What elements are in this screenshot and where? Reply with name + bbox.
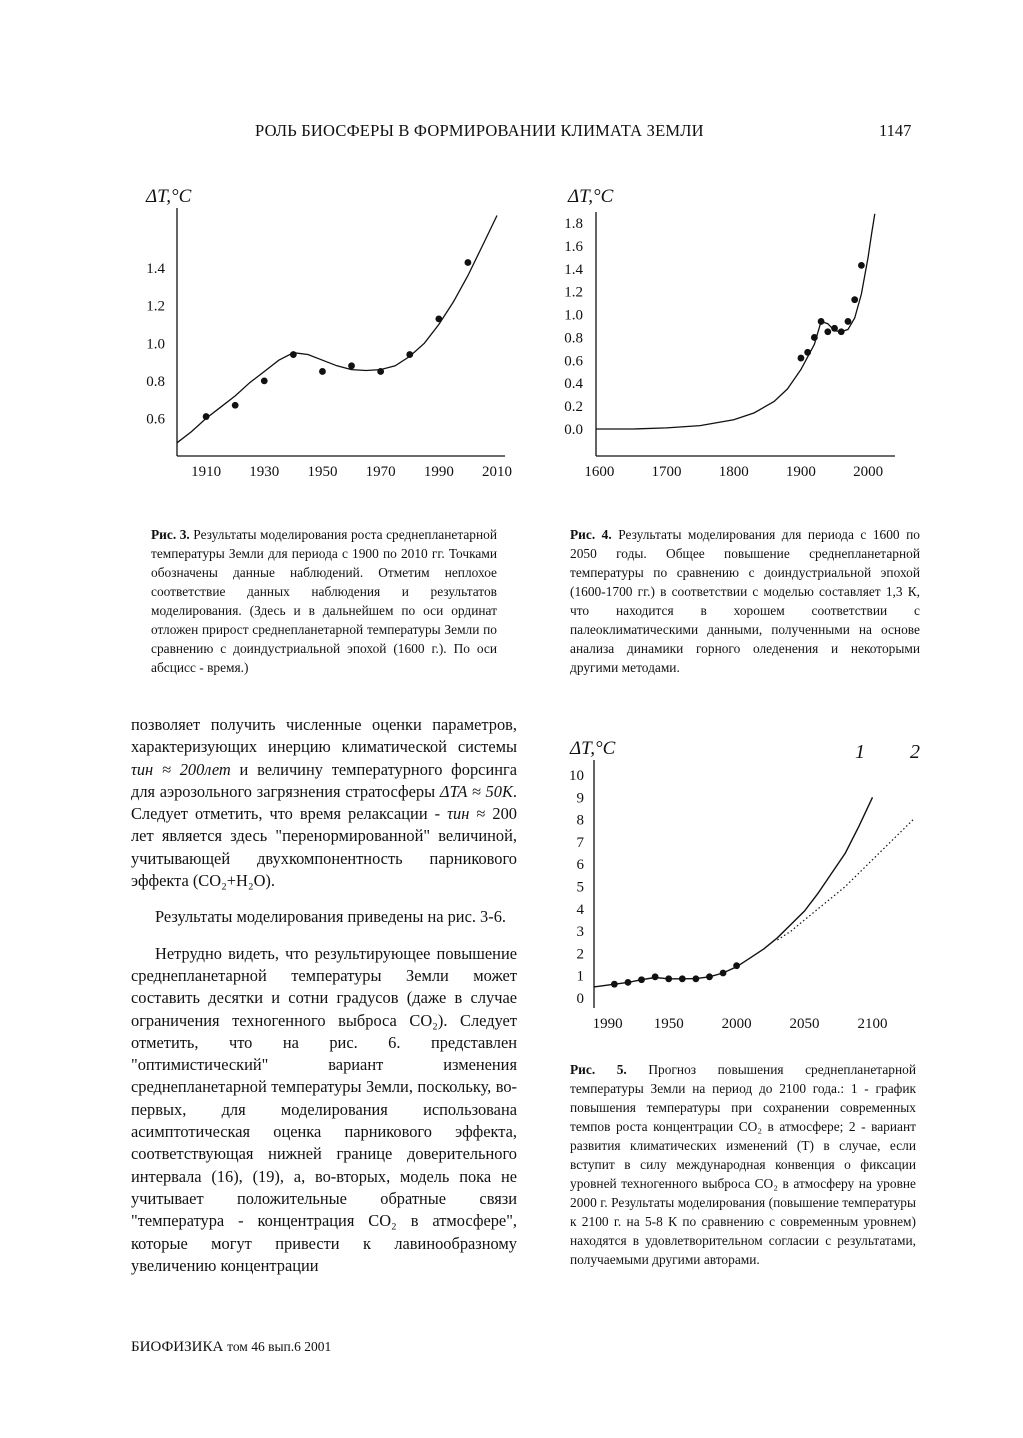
body-paragraph-3: Нетрудно видеть, что результирующее повышение среднепланетарной температуры Земли может составить десятки и сотни градусов (даже в случае ограничения техногенного выброса CO₂). Следует отметить, что на рис. 6. представлен "оптимистический" вариант изменения среднепланетарной температуры Земли, поскольку, во-первых, для моделирования использована асимптотическая оценка парникового эффекта, соответствующая нижней границе доверительного интервала (16), (19), а, во-вторых, модель пока не учитывает положительные обратные связи "температура - концентрация CO₂ в атмосфере", которые могут привести к лавинообразному увеличению концентрации xyxy=(131,943,517,1275)
fig5-x-tick-label: 2100 xyxy=(857,1016,888,1032)
body-text-column xyxy=(131,714,517,1277)
fig5-y-tick-label: 4 xyxy=(576,901,584,918)
fig4-x-tick-label: 2000 xyxy=(853,464,884,480)
fig5-data-point xyxy=(706,973,713,980)
fig5-series-2-label: 2 xyxy=(910,741,920,763)
fig3-data-point xyxy=(203,413,210,420)
fig3-caption-label: Рис. 3. xyxy=(151,527,190,542)
fig5-x-tick-label: 2000 xyxy=(721,1016,752,1032)
fig3-data-point xyxy=(377,368,384,375)
fig5-y-tick-label: 0 xyxy=(576,991,584,1007)
figure-4-chart xyxy=(550,178,930,498)
fig5-x-tick-label: 2050 xyxy=(789,1016,820,1032)
fig4-data-point xyxy=(858,262,865,269)
fig4-ylabel: ΔT,°C xyxy=(568,186,614,207)
fig5-data-point xyxy=(625,979,632,986)
fig3-x-tick-label: 1910 xyxy=(191,464,222,480)
fig5-y-tick-label: 1 xyxy=(576,968,584,985)
page-number: 1147 xyxy=(879,121,912,140)
fig4-y-tick-label: 0.8 xyxy=(564,330,583,347)
fig4-x-tick-label: 1800 xyxy=(718,464,749,480)
fig4-data-point xyxy=(824,328,831,335)
fig3-data-point xyxy=(261,377,268,384)
fig3-x-tick-label: 1990 xyxy=(423,464,454,480)
figure-3-chart xyxy=(110,178,530,498)
fig3-data-point xyxy=(290,351,297,358)
body-paragraph-1: позволяет получить численные оценки параметров, характеризующих инерцию климатической системы τин ≈ 200лет и величину температурного форсинга для аэрозольного загрязнения стратосферы ΔTA ≈ 50K. Следует отметить, что время релаксации - τин ≈ 200 лет является здесь "перенормированной" величиной, учитывающей двухкомпонентность парникового эффекта (CO₂+H₂O). xyxy=(131,715,518,891)
fig4-y-tick-label: 0.2 xyxy=(564,399,583,416)
fig3-y-tick-label: 1.2 xyxy=(146,298,165,315)
figure-4-caption xyxy=(570,525,920,677)
fig5-data-point xyxy=(692,975,699,982)
fig4-data-point xyxy=(831,325,838,332)
fig3-data-point xyxy=(319,368,326,375)
fig4-y-tick-label: 1.2 xyxy=(564,284,583,301)
fig3-model-curve xyxy=(177,216,497,443)
fig5-y-tick-label: 10 xyxy=(569,768,584,784)
fig5-y-tick-label: 7 xyxy=(576,834,584,851)
fig4-data-point xyxy=(845,318,852,325)
figure-5-caption xyxy=(570,1060,916,1269)
fig3-x-tick-label: 1950 xyxy=(307,464,338,480)
figure-5-chart xyxy=(550,730,950,1040)
fig5-y-tick-label: 8 xyxy=(576,812,584,829)
fig4-y-tick-label: 1.4 xyxy=(564,261,583,278)
fig4-caption-label: Рис. 4. xyxy=(570,527,612,542)
fig3-data-point xyxy=(348,362,355,369)
fig4-x-tick-label: 1900 xyxy=(785,464,816,480)
fig3-data-point xyxy=(232,402,239,409)
fig5-y-tick-label: 6 xyxy=(576,857,584,874)
fig5-data-point xyxy=(611,981,618,988)
fig4-y-tick-label: 1.8 xyxy=(564,216,583,232)
fig4-data-point xyxy=(818,318,825,325)
fig5-caption-text: Прогноз повышения среднепланетарной температуры Земли на период до 2100 года.: 1 - график повышения температуры при сохранении современных темпов роста концентрации CO₂ в атмосфере; 2 - вариант развития климатических изменений (T) в случае, если вступит в силу международная конвенция о фиксации уровней техногенного выброса CO₂ в атмосферу на уровне 2000 г. Результаты моделирования (повышение температуры к 2100 г. на 5-8 К по сравнению с современным уровнем) находятся в удовлетворительном согласии с результатами, получаемыми другими авторами. xyxy=(570,1062,916,1267)
fig5-x-tick-label: 1950 xyxy=(653,1016,684,1032)
fig3-x-tick-label: 1970 xyxy=(365,464,396,480)
journal-footer xyxy=(131,1339,331,1356)
fig4-data-point xyxy=(838,328,845,335)
body-paragraph-2: Результаты моделирования приведены на рис. 3-6. xyxy=(155,907,506,927)
fig5-data-point xyxy=(652,973,659,980)
fig5-data-point xyxy=(679,975,686,982)
fig4-data-point xyxy=(804,349,811,356)
figure-3-caption xyxy=(151,525,497,677)
fig4-y-tick-label: 0.6 xyxy=(564,353,583,370)
fig4-model-curve xyxy=(596,214,875,429)
fig3-data-point xyxy=(406,351,413,358)
fig5-data-point xyxy=(638,976,645,983)
fig3-y-tick-label: 0.6 xyxy=(146,411,165,428)
fig4-data-point xyxy=(811,334,818,341)
fig5-y-tick-label: 9 xyxy=(576,790,584,807)
fig3-x-tick-label: 2010 xyxy=(482,464,512,480)
fig5-ylabel: ΔT,°C xyxy=(570,738,616,759)
fig3-y-tick-label: 1.4 xyxy=(146,261,165,278)
fig3-data-point xyxy=(465,259,472,266)
fig4-data-point xyxy=(798,355,805,362)
fig5-y-tick-label: 2 xyxy=(576,946,584,963)
fig3-ylabel: ΔT,°C xyxy=(146,186,192,207)
fig5-data-point xyxy=(665,975,672,982)
fig3-data-point xyxy=(435,315,442,322)
fig4-y-tick-label: 1.6 xyxy=(564,238,583,255)
fig3-y-tick-label: 0.8 xyxy=(146,373,165,390)
fig4-y-tick-label: 0.0 xyxy=(564,422,583,438)
journal-volume: том 46 вып.6 2001 xyxy=(227,1339,332,1354)
fig3-caption-text: Результаты моделирования роста среднепланетарной температуры Земли для периода с 1900 по 2010 гг. Точками обозначены данные наблюдений. Отметим неплохое соответствие данных наблюдения и результатов моделирования. (Здесь и в дальнейшем по оси ординат отложен прирост среднепланетарной температуры Земли по сравнению с доиндустриальной эпохой (1600 г.). По оси абсцисс - время.) xyxy=(151,527,498,675)
fig4-x-tick-label: 1700 xyxy=(651,464,682,480)
running-header: РОЛЬ БИОСФЕРЫ В ФОРМИРОВАНИИ КЛИМАТА ЗЕМЛИ xyxy=(255,121,704,140)
fig5-data-point xyxy=(733,962,740,969)
fig4-x-tick-label: 1600 xyxy=(584,464,615,480)
fig5-caption-label: Рис. 5. xyxy=(570,1062,627,1077)
fig4-caption-text: Результаты моделирования для периода с 1600 по 2050 годы. Общее повышение среднепланетарной температуры по сравнению с доиндустриальной эпохой (1600-1700 гг.) в соответствии с моделью составляет 1,3 К, что находится в хорошем соответствии с палеоклиматическими данными, полученными на основе анализа динамики горного оледенения и некоторыми другими методами. xyxy=(570,527,920,675)
fig4-y-tick-label: 1.0 xyxy=(564,307,583,324)
fig5-series-1-curve xyxy=(594,797,873,987)
fig5-series-1-label: 1 xyxy=(855,741,865,763)
fig5-data-point xyxy=(720,970,727,977)
journal-name: БИОФИЗИКА xyxy=(131,1339,224,1355)
fig3-y-tick-label: 1.0 xyxy=(146,336,165,353)
fig3-x-tick-label: 1930 xyxy=(249,464,280,480)
fig5-y-tick-label: 3 xyxy=(576,924,584,941)
fig5-series-2-curve xyxy=(777,820,913,940)
fig5-x-tick-label: 1990 xyxy=(592,1016,623,1032)
fig5-y-tick-label: 5 xyxy=(576,879,584,896)
fig4-y-tick-label: 0.4 xyxy=(564,376,583,393)
fig4-data-point xyxy=(851,296,858,303)
